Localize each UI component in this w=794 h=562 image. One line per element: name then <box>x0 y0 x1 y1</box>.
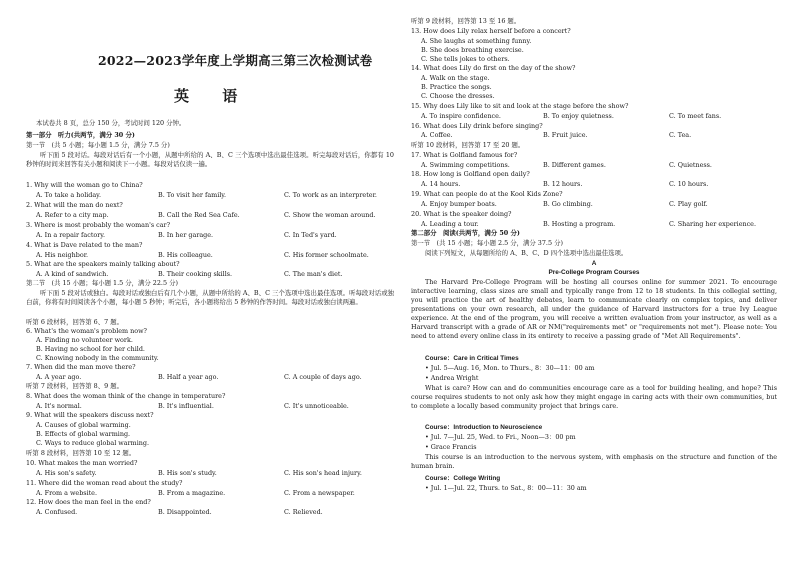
part1-heading: 第一部分 听力(共两节，满分 30 分) <box>26 131 135 139</box>
question-text: 10. What makes the man worried? <box>26 459 138 467</box>
question-text: 18. How long is Golfland open daily? <box>411 170 530 178</box>
option-a: A. His son's safety. <box>36 469 97 477</box>
course-1-title: Course：Care in Critical Times <box>425 355 519 362</box>
option-a: A. Refer to a city map. <box>36 211 109 219</box>
question-text: 5. What are the speakers mainly talking about? <box>26 260 180 268</box>
option-b: B. Their cooking skills. <box>158 270 233 278</box>
option-a: A. Confused. <box>36 508 78 516</box>
course-1-teacher: • Andrea Wright <box>425 374 479 382</box>
option-a: A. Enjoy bumper boats. <box>421 200 497 208</box>
option-b: B. Call the Red Sea Cafe. <box>158 211 240 219</box>
question-text: 4. What is Dave related to the man? <box>26 241 143 249</box>
course-3-title: Course：College Writing <box>425 475 501 482</box>
option-a: A. In a repair factory. <box>36 231 106 239</box>
material-9-label: 听第 9 段材料，回答第 13 至 16 题。 <box>411 17 521 25</box>
option-b: B. Having no school for her child. <box>36 345 145 353</box>
option-c: C. Play golf. <box>669 200 708 208</box>
option-a: A. To inspire confidence. <box>421 112 501 120</box>
option-b: B. It's influential. <box>158 402 214 410</box>
section2-heading: 第二节 (共 15 小题；每小题 1.5 分，满分 22.5 分) <box>26 279 178 287</box>
option-c: C. 10 hours. <box>669 180 709 188</box>
question-text: 11. Where did the woman read about the study? <box>26 479 183 487</box>
option-c: C. In Ted's yard. <box>284 231 337 239</box>
option-b: B. Fruit juice. <box>543 131 588 139</box>
option-c: C. Sharing her experience. <box>669 220 756 228</box>
option-a: A. A year ago. <box>36 373 82 381</box>
question-text: 1. Why will the woman go to China? <box>26 181 143 189</box>
option-c: C. Quietness. <box>669 161 712 169</box>
exam-title: 2022—2023学年度上学期高三第三次检测试卷 <box>98 53 373 68</box>
option-c: C. Relieved. <box>284 508 323 516</box>
course-1-time: • Jul. 5—Aug. 16, Mon. to Thurs., 8：30—11：00 am <box>425 364 595 372</box>
option-b: B. To enjoy quietness. <box>543 112 614 120</box>
option-b: B. Half a year ago. <box>158 373 219 381</box>
question-text: 19. What can people do at the Kool Kids Zone? <box>411 190 563 198</box>
option-a: A. She laughs at something funny. <box>421 37 532 45</box>
reading-instructions: 阅读下列短文，从每题所给的 A、B、C、D 四个选项中选出最佳选项。 <box>425 249 628 257</box>
question-text: 9. What will the speakers discuss next? <box>26 411 154 419</box>
option-a: A. Coffee. <box>421 131 453 139</box>
question-text: 2. What will the man do next? <box>26 201 123 209</box>
question-text: 8. What does the woman think of the change in temperature? <box>26 392 226 400</box>
option-b: B. Hosting a program. <box>543 220 616 228</box>
question-text: 20. What is the speaker doing? <box>411 210 512 218</box>
option-c: C. A couple of days ago. <box>284 373 362 381</box>
section2-instructions: 听下面 5 段对话或独白。每段对话或独白后有几个小题，从题中所给的 A、B、C 三个选项中选出最佳选项。听每段对话或独白前，你将有时间阅读各个小题，每小题 5 秒钟；听完后，各小题将给出 5 秒钟的作答时间。每段对话或独白读两遍。 <box>26 289 394 306</box>
passage-label: A <box>591 260 597 267</box>
option-c: C. To work as an interpreter. <box>284 191 377 199</box>
exam-intro: 本试卷共 8 页，总分 150 分，考试时间 120 分钟。 <box>36 119 186 127</box>
option-c: C. His former schoolmate. <box>284 251 369 259</box>
option-a: A. Leading a tour. <box>421 220 479 228</box>
option-a: A. Swimming competitions. <box>421 161 510 169</box>
option-a: A. To take a holiday. <box>36 191 101 199</box>
part2-heading: 第二部分 阅读(共两节，满分 50 分) <box>411 229 520 237</box>
option-b: B. Different games. <box>543 161 606 169</box>
option-b: B. From a magazine. <box>158 489 226 497</box>
question-text: 17. What is Golfland famous for? <box>411 151 518 159</box>
section1-instructions: 听下面 5 段对话。每段对话后有一个小题，从题中所给的 A、B、C 三个选项中选出最佳选项。听完每段对话后，你都有 10 秒钟的时间来回答有关小题和阅读下一小题。每段对话仅读一遍。 <box>26 151 394 168</box>
option-a: A. His neighbor. <box>36 251 89 259</box>
option-c: C. The man's diet. <box>284 270 343 278</box>
question-text: 6. What's the woman's problem now? <box>26 327 147 335</box>
option-c: C. It's unnoticeable. <box>284 402 349 410</box>
passage-title: Pre-College Program Courses <box>548 269 640 276</box>
material-10-label: 听第 10 段材料，回答第 17 至 20 题。 <box>411 141 525 149</box>
option-a: A. A kind of sandwich. <box>36 270 109 278</box>
question-text: 14. What does Lily do first on the day of the show? <box>411 64 576 72</box>
option-a: A. From a website. <box>36 489 97 497</box>
material-7-label: 听第 7 段材料，回答第 8、9 题。 <box>26 382 124 390</box>
option-c: C. From a newspaper. <box>284 489 355 497</box>
question-text: 7. When did the man move there? <box>26 363 136 371</box>
passage-paragraph-1: The Harvard Pre-College Program will be hosting all courses online for summer 2021. To encourage interactive learning, class sizes are small and typically range from 12 to 18 students. In this collegial setting, you will practice the art of healthy debates, learn to communicate clearly on complex topics, and deliver presentations on your own research, all under the guidance of Harvard instructors for a true Ivy League experience. At the end of the program, you will receive a written evaluation from your instructor, as well as a Harvard transcript with a grade of AR or NM("requirements met" or "requirements not met"). Please note: You need to attend every online class in its entirety to receive a passing grade of "Met All Requirements". <box>411 278 777 340</box>
option-b: B. In her garage. <box>158 231 214 239</box>
question-text: 15. Why does Lily like to sit and look at the stage before the show? <box>411 102 629 110</box>
course-2-teacher: • Grace Francis <box>425 443 477 451</box>
option-b: B. Disappointed. <box>158 508 212 516</box>
option-b: B. She does breathing exercise. <box>421 46 524 54</box>
question-text: 16. What does Lily drink before singing? <box>411 122 543 130</box>
option-b: B. His colleague. <box>158 251 213 259</box>
course-2-time: • Jul. 7—Jul. 25, Wed. to Fri., Noon—3：00 pm <box>425 433 576 441</box>
option-c: C. Choose the dresses. <box>421 92 495 100</box>
option-b: B. 12 hours. <box>543 180 583 188</box>
option-b: B. Go climbing. <box>543 200 593 208</box>
option-a: A. Finding no volunteer work. <box>36 336 133 344</box>
option-b: B. His son's study. <box>158 469 217 477</box>
option-c: C. Knowing nobody in the community. <box>36 354 159 362</box>
course-3-time: • Jul. 1—Jul. 22, Thurs. to Sat., 8：00—11：30 am <box>425 484 587 492</box>
section1-heading: 第一节 (共 5 小题；每小题 1.5 分，满分 7.5 分) <box>26 141 170 149</box>
option-b: B. Effects of global warming. <box>36 430 131 438</box>
subject-title: 英 语 <box>174 87 252 105</box>
question-text: 13. How does Lily relax herself before a concert? <box>411 27 571 35</box>
option-c: C. His son's head injury. <box>284 469 362 477</box>
course-1-description: What is care? How can and do communities encourage care as a tool for building healing, and hope? This course requires students to not only ask how they might engage in caring acts with their own communities, but to complete a locally based community project that brings care. <box>411 384 777 410</box>
option-c: C. To meet fans. <box>669 112 722 120</box>
option-c: C. Show the woman around. <box>284 211 376 219</box>
option-b: B. To visit her family. <box>158 191 227 199</box>
question-text: 12. How does the man feel in the end? <box>26 498 151 506</box>
option-c: C. Ways to reduce global warming. <box>36 439 149 447</box>
option-c: C. Tea. <box>669 131 692 139</box>
material-8-label: 听第 8 段材料，回答第 10 至 12 题。 <box>26 449 136 457</box>
course-2-title: Course：Introduction to Neuroscience <box>425 424 543 431</box>
option-a: A. Causes of global warming. <box>36 421 131 429</box>
option-b: B. Practice the songs. <box>421 83 492 91</box>
question-text: 3. Where is most probably the woman's car? <box>26 221 171 229</box>
option-c: C. She tells jokes to others. <box>421 55 510 63</box>
reading-section1-heading: 第一节 (共 15 小题；每小题 2.5 分，满分 37.5 分) <box>411 239 563 247</box>
option-a: A. Walk on the stage. <box>421 74 490 82</box>
course-2-description: This course is an introduction to the nervous system, with emphasis on the structure and function of the human brain. <box>411 453 777 470</box>
material-6-label: 听第 6 段材料，回答第 6、7 题。 <box>26 318 124 326</box>
option-a: A. 14 hours. <box>421 180 461 188</box>
option-a: A. It's normal. <box>36 402 82 410</box>
